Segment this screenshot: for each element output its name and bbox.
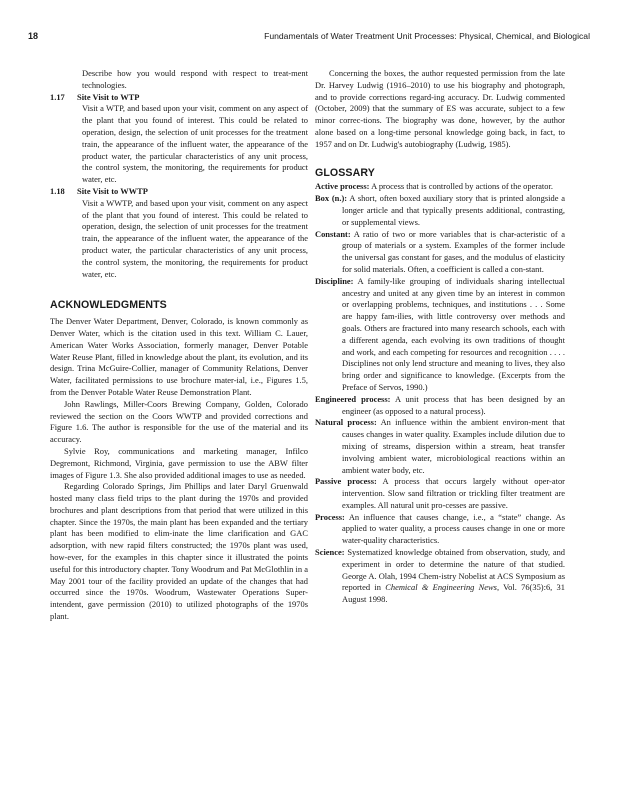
glossary-entry <box>315 181 565 193</box>
exercise-title: Site Visit to WTP <box>77 91 140 102</box>
glossary-definition: Systematized knowledge obtained from observation, study, and experiment in order to determine the nature of that studied. George A. Olah, 1994 Chem-istry Nobelist at ACS Symposium as reported in <box>342 547 566 593</box>
glossary-definition: A family-like grouping of individuals sharing intellectual ancestry and united at any given time by an interest in common or overlapping problems, techniques, and institutions . . . Some are happy fam-ilies, with little controversy over methods and goals. Others are fractured into many research schools, each with a different agenda, each evolving its own traditions of thought and work, and each competing for resources and recognition . . . . Disciplines not only lend structure and meaning to lives, they also bring order and significance to knowledge. (Excerpts from the Preface of Servos, 1990.) <box>342 275 565 392</box>
glossary-entry <box>315 417 565 476</box>
exercise-number: 1.18 <box>50 185 65 196</box>
glossary-definition: A ratio of two or more variables that is char-acteristic of a group of materials or a system. Examples of the former include the universal gas constant for gases, and the modulus of elasticity for solid materials. Often, a coefficient is called a con-stant. <box>342 228 565 274</box>
running-title: Fundamentals of Water Treatment Unit Processes: Physical, Chemical, and Biological <box>264 31 590 41</box>
glossary-entry <box>315 476 565 511</box>
glossary-entry <box>315 229 565 276</box>
glossary-definition: An influence within the ambient environ-ment that causes changes in water quality. Examples include dilution due to mixing of streams, dispersion within a stream, heat transfer involving ambient water, microbiological reactions within an ambient water body, etc. <box>342 417 565 475</box>
page-header <box>28 29 590 43</box>
glossary-entry <box>315 547 565 606</box>
glossary-definition: A process that occurs largely without oper-ator intervention. Slow sand filtration or trickling filter treatment are examples. All natural unit pro-cesses are passive. <box>342 476 565 510</box>
glossary-entry <box>315 193 565 228</box>
acknowledgments-paragraph: The Denver Water Department, Denver, Colorado, is known commonly as Denver Water, which is the citation used in this text. William C. Lauer, American Water Works Association, formerly manager, Denver Potable Water Reuse Plant, filled in knowledge about the plant, its evolution, and its design. Trina McGuire-Collier, manager of Community Relations, Denver Water, facilitated permissions to use brochure mater-ial, i.e., Figures 1.5, from the Denver Potable Water Reuse Demonstration Plant. <box>50 316 308 397</box>
glossary-definition: A short, often boxed auxiliary story that is printed alongside a longer article and that typically presents additional, contrasting, or supplemental views. <box>342 193 565 227</box>
page-number: 18 <box>28 31 39 41</box>
exercise-1-17 <box>50 92 308 186</box>
glossary-term: Passive process: <box>315 476 377 487</box>
right-column <box>315 68 565 606</box>
citation-details: , Vol. 76(35):6, 31 August 1998. <box>342 582 565 605</box>
glossary-definition: A unit process that has been designed by an engineer (as opposed to a natural process). <box>342 393 565 416</box>
glossary-definition: A process that is controlled by actions of the operator. <box>371 181 553 192</box>
glossary-heading: GLOSSARY <box>315 166 375 179</box>
acknowledgments-heading: ACKNOWLEDGMENTS <box>50 299 167 312</box>
left-column <box>50 68 308 623</box>
boxes-paragraph: Concerning the boxes, the author requested permission from the late Dr. Harvey Ludwig (1916–2010) to use his biography and photograph, and to provide corrections regard-ing accuracy. Dr. Ludwig commented (October, 2009) that the summary of ES was accurate, subject to a few minor correc-tions. The biography was done, however, by the author alone based on a long-time personal knowledge going back, in fact, to 1957 and on Dr. Ludwig's autobiography (Ludwig, 1985). <box>315 68 565 149</box>
exercise-body: Visit a WWTP, and based upon your visit, comment on any aspect of the plant that you found of interest. This could be related to operation, design, the selection of unit processes for the treatment train, the appearance of the influent water, the appearance of the product water, the particular characteristics of any unit process, the control system, the monitoring, the requirements for product water, etc. <box>82 197 308 279</box>
glossary-term: Discipline: <box>315 275 354 286</box>
glossary-term: Constant: <box>315 228 351 239</box>
acknowledgments-paragraph: Sylvie Roy, communications and marketing manager, Infilco Degremont, Richmond, Virginia, gave permission to use the ABW filter images of Figure 1.3. She also provided additional images to use as needed. <box>50 445 308 480</box>
glossary-entry <box>315 394 565 418</box>
exercise-title: Site Visit to WWTP <box>77 185 148 196</box>
journal-title: Chemical & Engineering News <box>385 582 497 593</box>
glossary-entry <box>315 276 565 394</box>
glossary-definition: An influence that causes change, i.e., a “state” change. As applied to water quality, a process causes change in one or more water-quality characteristics. <box>342 511 565 546</box>
acknowledgments-paragraph: Regarding Colorado Springs, Jim Phillips and later Daryl Gruenwald hosted many class field trips to the plant during the 1970s and provided brochures and plant descriptions from that period that were utilized in this chapter. Since the 1970s, the main plant has been expanded and the tertiary plant has been modified to elim-inate the lime clarification and GAC adsorption, with new rapid filters constructed; the 1970s plant was used, how-ever, for the examples in this chapter since it illustrated the points useful for this introductory chapter. Tony Woodrum and Pat McGlothlin in a May 2001 tour of the facility provided an update of the changes that had occurred since the 1970s. Woodrum, Wastewater Operations Super-intendent, gave permission (2010) to utilized photographs of the 1970s plant. <box>50 481 308 622</box>
exercise-tail: Describe how you would respond with respect to treat-ment technologies. <box>82 68 308 90</box>
glossary-term: Box (n.): <box>315 193 348 204</box>
acknowledgments-paragraph: John Rawlings, Miller-Coors Brewing Company, Golden, Colorado reviewed the section on the Coors WWTP and provided corrections and Figure 1.6. The author is responsible for the use of the material and its accuracy. <box>50 398 308 445</box>
glossary-term: Active process: <box>315 181 370 192</box>
glossary-term: Natural process: <box>315 417 377 428</box>
glossary-term: Process: <box>315 511 345 522</box>
glossary-term: Engineered process: <box>315 393 391 404</box>
exercise-body: Visit a WTP, and based upon your visit, comment on any aspect of the plant that you found of interest. This could be related to operation, design, the selection of unit processes for the treatment train, the appearance of the influent water, the appearance of the product water, the particular characteristics of any unit process, the control system, the monitoring, the requirements for product water, etc. <box>82 103 308 185</box>
exercise-1-18 <box>50 186 308 280</box>
glossary-entry <box>315 512 565 547</box>
glossary-term: Science: <box>315 547 345 558</box>
exercise-number: 1.17 <box>50 91 65 102</box>
